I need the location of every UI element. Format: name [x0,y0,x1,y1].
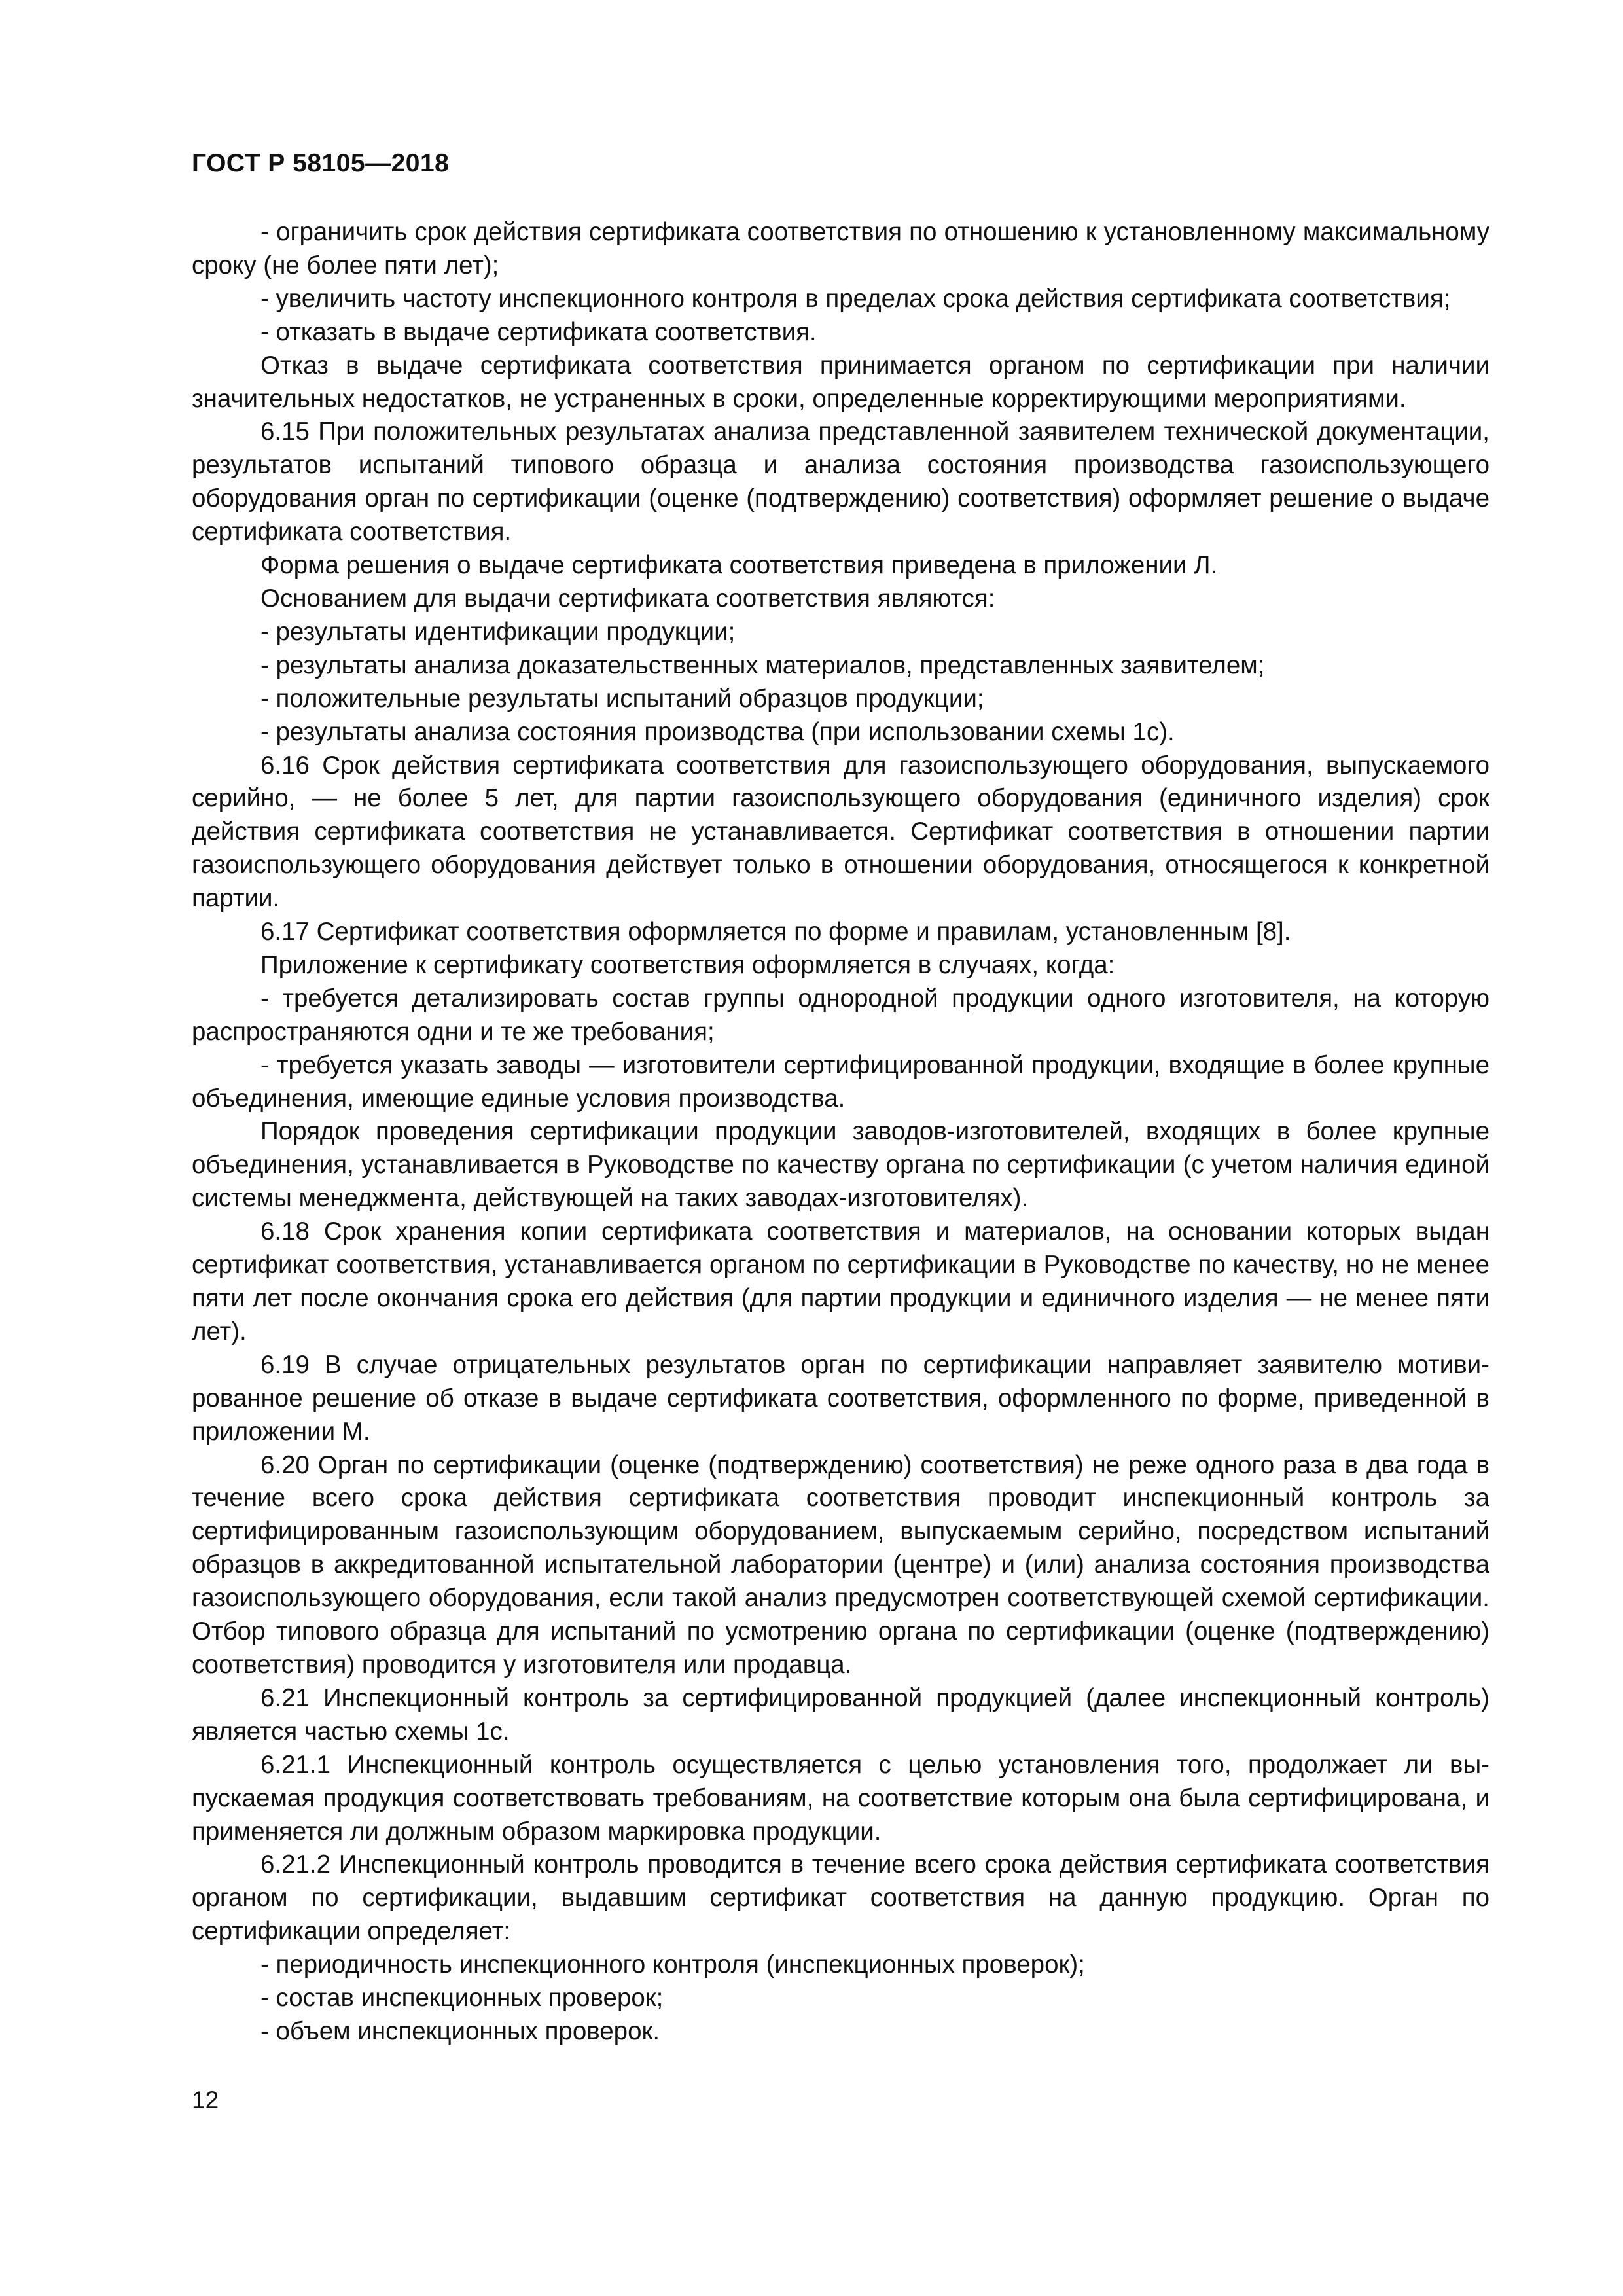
paragraph: 6.15 При положительных результатах анализа представленной заявителем технической документации, результатов испытаний типового образца и анализа состояния производства газоиспользующего оборудования орган по сертификации (оценке (подтверждению) соответствия) оформляет решение о выдаче сертификата соответствия. [192,418,1489,547]
page-number: 12 [192,2087,219,2113]
paragraph: Основанием для выдачи сертификата соответствия являются: [260,584,995,613]
paragraph: - требуется указать заводы — изготовители сертифицированной продукции, входящие в более крупные объединения, имеющие единые условия производства. [192,1050,1489,1113]
paragraph: - ограничить срок действия сертификата соответствия по отношению к установленному максимальному сроку (не более пяти лет); [192,218,1489,279]
paragraph: Приложение к сертификату соответствия оформляется в случаях, когда: [260,950,1115,979]
document-body [192,216,1489,2049]
paragraph: - отказать в выдаче сертификата соответствия. [260,317,817,346]
paragraph: 6.21.1 Инспекционный контроль осуществляется с целью установления того, продолжает ли выпускаемая продукция соответствовать требованиям, на соответствие которым она была сертифицирована, и применяется ли должным образом маркировка продукции. [192,1750,1489,1846]
paragraph: - состав инспекционных проверок; [260,1984,664,2013]
paragraph: 6.19 В случае отрицательных результатов орган по сертификации направляет заявителю мотивированное решение об отказе в выдаче сертификата соответствия, оформленного по форме, приведенной в приложении М. [192,1350,1489,1446]
paragraph: - результаты анализа доказательственных материалов, представленных заявителем; [260,651,1265,679]
paragraph: - требуется детализировать состав группы однородной продукции одного изготовителя, на которую распространяются одни и те же требования; [192,984,1489,1046]
paragraph: Форма решения о выдаче сертификата соответствия приведена в приложении Л. [260,551,1218,580]
paragraph: - результаты идентификации продукции; [260,617,736,646]
paragraph: 6.20 Орган по сертификации (оценке (подтверждению) соответствия) не реже одного раза в два года в течение всего срока действия сертификата соответствия проводит инспекционный контроль за сертифицированным газоиспользующим оборудованием, выпускаемым серийно, посредством испытаний образцов в аккредитованной испытательной лаборатории (центре) и (или) анализа состояния производства газоиспользующего оборудования, если такой анализ предусмотрен соответствующей схемой сертификации. Отбор типового образца для испытаний по усмотрению органа по сертификации (оценке (подтверждению) соответствия) проводится у изготовителя или продавца. [192,1450,1489,1679]
paragraph: 6.17 Сертификат соответствия оформляется по форме и правилам, установленным [8]. [260,918,1291,946]
standard-header: ГОСТ Р 58105—2018 [192,149,450,177]
paragraph: 6.21 Инспекционный контроль за сертифицированной продукцией (далее инспекционный контроль) является частью схемы 1с. [192,1683,1489,1746]
paragraph: 6.21.2 Инспекционный контроль проводится в течение всего срока действия сертификата соответствия органом по сертификации, выдавшим сертификат соответствия на данную продукцию. Орган по сертификации определяет: [192,1850,1489,1946]
paragraph: 6.16 Срок действия сертификата соответствия для газоиспользующего оборудования, выпускаемого серийно, — не более 5 лет, для партии газоиспользующего оборудования (единичного изделия) срок действия сертификата соответствия не устанавливается. Сертификат соответствия в отношении партии газоиспользующего оборудования действует только в отношении оборудования, относящегося к конкретной партии. [192,751,1489,913]
paragraph: - положительные результаты испытаний образцов продукции; [260,684,984,713]
paragraph: - периодичность инспекционного контроля (инспекционных проверок); [260,1950,1085,1979]
paragraph: - увеличить частоту инспекционного контроля в пределах срока действия сертификата соответствия; [260,284,1451,313]
paragraph: - объем инспекционных проверок. [260,2017,660,2045]
paragraph: 6.18 Срок хранения копии сертификата соответствия и материалов, на основании которых выдан сертификат соответствия, устанавливается органом по сертификации в Руководстве по качеству, но не менее пяти лет после окончания срока его действия (для партии продукции и единичного изделия — не менее пяти лет). [192,1217,1489,1346]
paragraph: Порядок проведения сертификации продукции заводов-изготовителей, входящих в более крупные объединения, устанавливается в Руководстве по качеству органа по сертификации (с учетом наличия единой системы менеджмента, действующей на таких заводах-изготовителях). [192,1117,1489,1213]
paragraph: Отказ в выдаче сертификата соответствия принимается органом по сертификации при наличии значительных недостатков, не устраненных в сроки, определенные корректирующими мероприятиями. [192,351,1489,413]
paragraph: - результаты анализа состояния производства (при использовании схемы 1с). [260,717,1175,746]
